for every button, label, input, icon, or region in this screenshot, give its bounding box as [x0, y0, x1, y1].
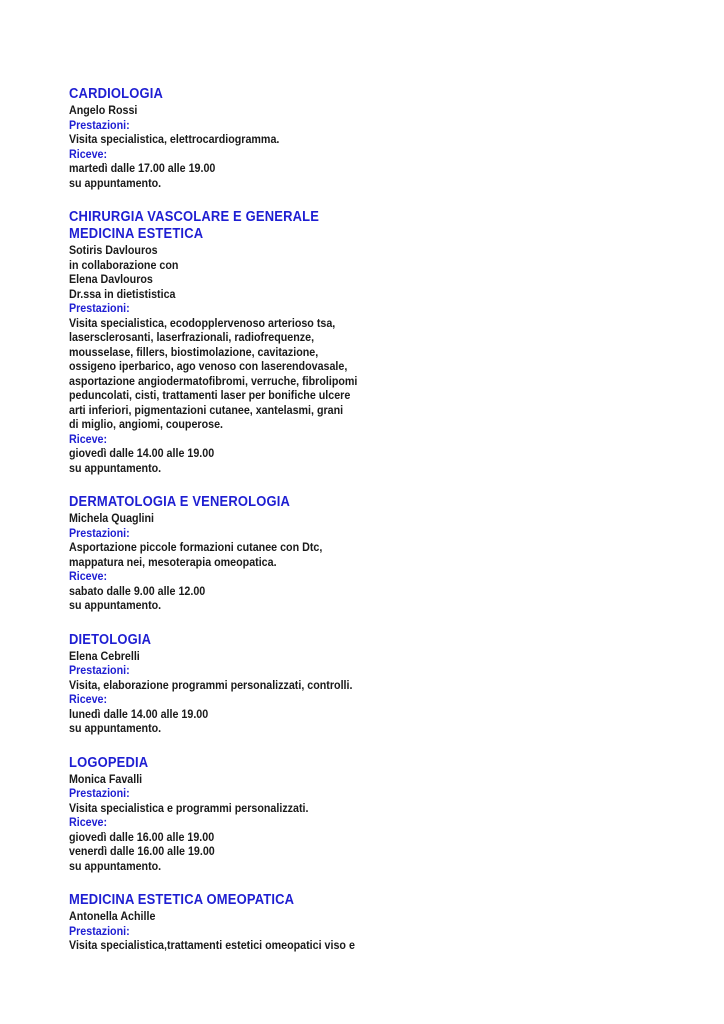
- riceve-line: su appuntamento.: [69, 598, 162, 612]
- section-title: CARDIOLOGIA: [69, 86, 164, 102]
- prestazioni-label: Prestazioni:: [69, 663, 130, 677]
- section-title: CHIRURGIA VASCOLARE E GENERALE: [69, 209, 320, 225]
- section-title: DERMATOLOGIA E VENEROLOGIA: [69, 494, 291, 510]
- prestazioni-label: Prestazioni:: [69, 525, 130, 540]
- service-section: [69, 632, 375, 736]
- prestazioni-line: mappatura nei, mesoterapia omeopatica.: [69, 554, 277, 569]
- prestazioni-line: Visita specialistica, ecodopplervenoso arterioso tsa,: [69, 315, 336, 330]
- section-title: MEDICINA ESTETICA: [69, 226, 204, 242]
- doctor-line: Angelo Rossi: [69, 103, 138, 117]
- doctor-line: Sotiris Davlouros: [69, 243, 158, 257]
- prestazioni-label: Prestazioni:: [69, 786, 130, 800]
- prestazioni-line: Visita specialistica, elettrocardiogramma.: [69, 132, 280, 146]
- riceve-label: Riceve:: [69, 692, 108, 706]
- riceve-label: Riceve:: [69, 431, 108, 446]
- prestazioni-line: Visita specialistica,trattamenti estetici omeopatici viso e: [69, 938, 355, 952]
- riceve-label: Riceve:: [69, 569, 108, 583]
- service-section: [69, 755, 375, 874]
- prestazioni-label: Prestazioni:: [69, 923, 130, 938]
- riceve-line: su appuntamento.: [69, 858, 162, 873]
- riceve-line: su appuntamento.: [69, 721, 162, 735]
- section-title: LOGOPEDIA: [69, 754, 149, 771]
- service-section: [69, 86, 375, 190]
- prestazioni-label: Prestazioni:: [69, 117, 130, 132]
- service-section: [69, 494, 375, 613]
- prestazioni-line: Visita, elaborazione programmi personalizzati, controlli.: [69, 677, 353, 692]
- riceve-line: giovedì dalle 16.00 alle 19.00: [69, 829, 215, 844]
- section-title: MEDICINA ESTETICA OMEOPATICA: [69, 892, 295, 908]
- doctor-line: Michela Quaglini: [69, 511, 155, 525]
- riceve-line: su appuntamento.: [69, 175, 162, 190]
- prestazioni-line: di miglio, angiomi, couperose.: [69, 417, 224, 431]
- prestazioni-label: Prestazioni:: [69, 301, 130, 315]
- riceve-line: giovedì dalle 14.00 alle 19.00: [69, 446, 215, 460]
- doctor-line: Monica Favalli: [69, 771, 143, 786]
- prestazioni-line: ossigeno iperbarico, ago venoso con laserendovasale,: [69, 359, 348, 373]
- doctor-line: Dr.ssa in dietististica: [69, 286, 176, 301]
- prestazioni-line: mousselase, fillers, biostimolazione, cavitazione,: [69, 344, 319, 359]
- riceve-line: lunedì dalle 14.00 alle 19.00: [69, 706, 209, 721]
- document-page: [69, 86, 375, 972]
- service-section: [69, 209, 375, 475]
- service-section: [69, 892, 375, 953]
- prestazioni-line: peduncolati, cisti, trattamenti laser per bonifiche ulcere: [69, 388, 351, 402]
- prestazioni-line: Asportazione piccole formazioni cutanee con Dtc,: [69, 540, 323, 554]
- doctor-line: Elena Cebrelli: [69, 648, 140, 663]
- doctor-line: Antonella Achille: [69, 909, 156, 923]
- riceve-line: sabato dalle 9.00 alle 12.00: [69, 583, 206, 598]
- section-title: DIETOLOGIA: [69, 631, 152, 648]
- doctor-line: Elena Davlouros: [69, 272, 153, 286]
- riceve-line: su appuntamento.: [69, 460, 162, 475]
- doctor-line: in collaborazione con: [69, 257, 179, 272]
- prestazioni-line: arti inferiori, pigmentazioni cutanee, xantelasmi, grani: [69, 402, 344, 417]
- prestazioni-line: asportazione angiodermatofibromi, verruche, fibrolipomi: [69, 373, 358, 388]
- riceve-label: Riceve:: [69, 815, 108, 829]
- riceve-line: venerdì dalle 16.00 alle 19.00: [69, 844, 215, 858]
- riceve-line: martedì dalle 17.00 alle 19.00: [69, 161, 216, 175]
- riceve-label: Riceve:: [69, 146, 108, 161]
- prestazioni-line: Visita specialistica e programmi personalizzati.: [69, 800, 309, 815]
- prestazioni-line: lasersclerosanti, laserfrazionali, radiofrequenze,: [69, 330, 315, 344]
